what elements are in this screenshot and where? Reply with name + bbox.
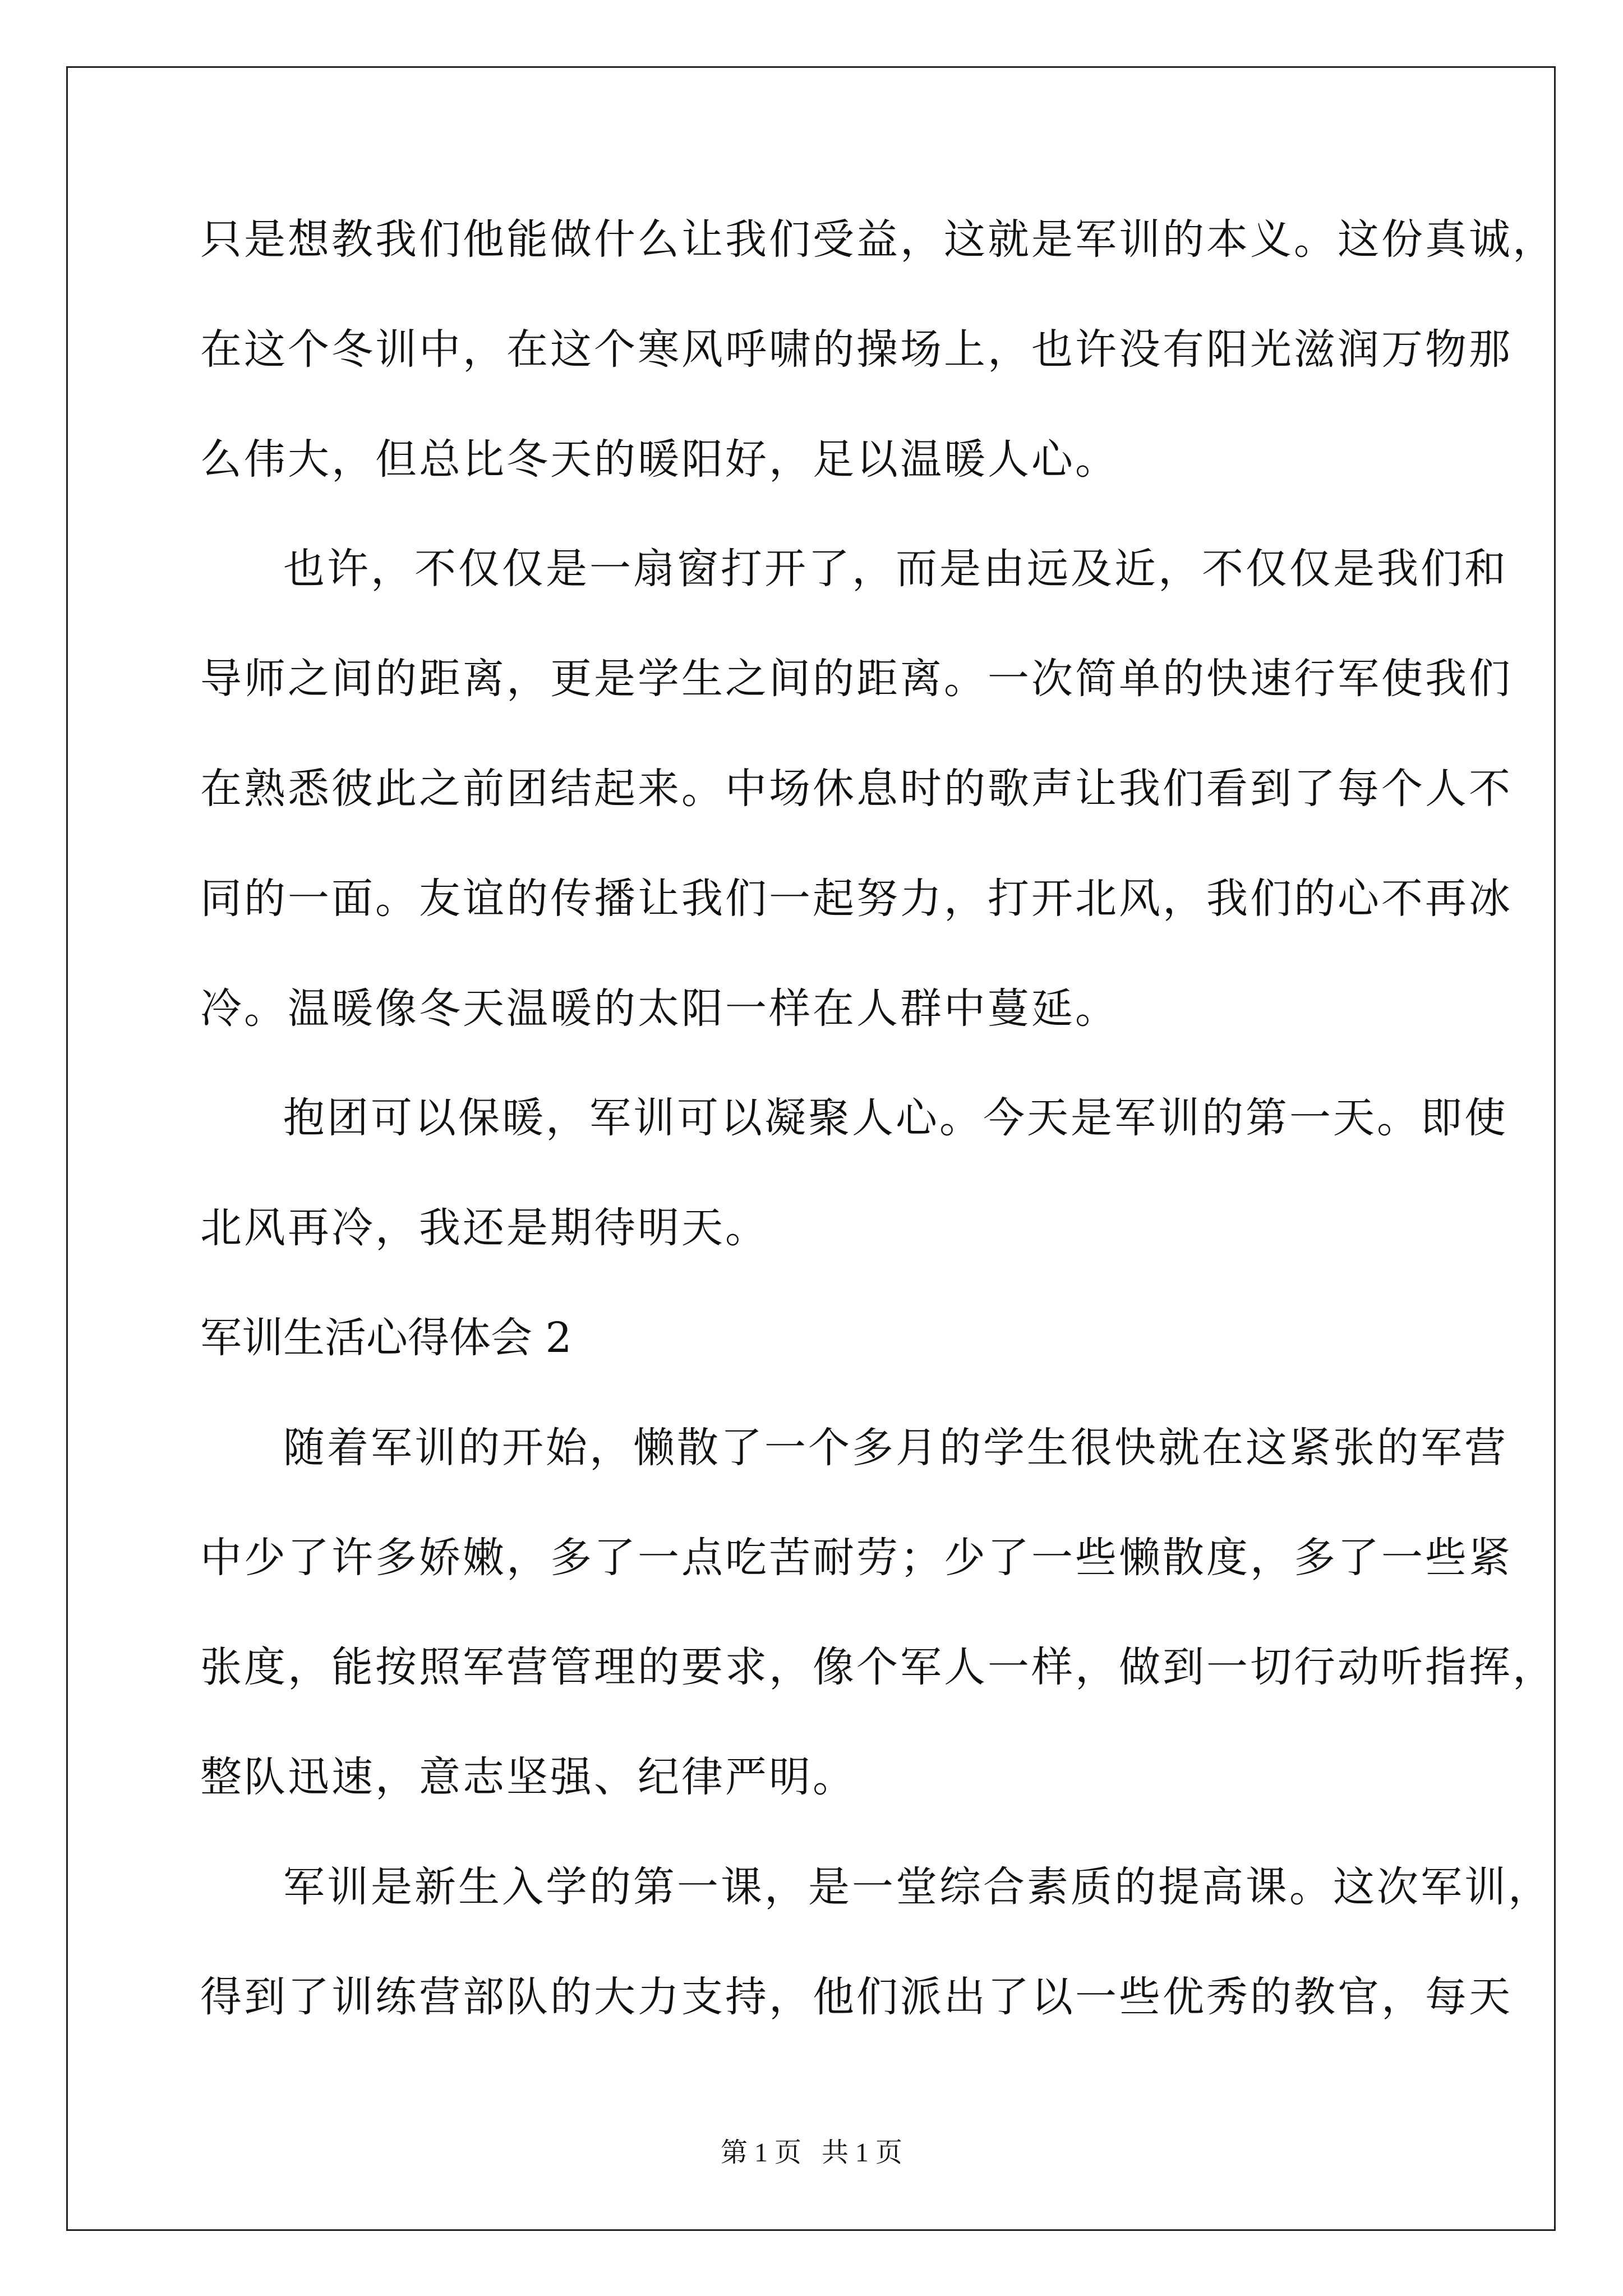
text-line [200,1613,1556,1723]
line-text: 也许，不仅仅是一扇窗打开了，而是由远及近，不仅仅是我们和 [283,545,1508,593]
text-line [200,405,1451,515]
text-line [200,1503,1513,1613]
text-line [200,1174,1451,1283]
text-line [200,1064,1508,1174]
text-line [200,1833,1552,1943]
line-text: 在这个冬训中，在这个寒风呼啸的操场上，也许没有阳光滋润万物那 [200,325,1513,374]
line-text: 导师之间的距离，更是学生之间的距离。一次简单的快速行军使我们 [200,655,1513,703]
line-text: 张度，能按照军营管理的要求，像个军人一样，做到一切行动听指挥， [200,1643,1556,1692]
text-line [200,185,1556,295]
line-text: 北风再冷，我还是期待明天。 [200,1204,769,1253]
line-text: 中少了许多娇嫩，多了一点吃苦耐劳；少了一些懒散度，多了一些紧 [200,1533,1513,1582]
section-heading [200,1283,1451,1393]
line-text: 在熟悉彼此之前团结起来。中场休息时的歌声让我们看到了每个人不 [200,764,1513,813]
line-text: 整队迅速，意志坚强、纪律严明。 [200,1753,856,1802]
line-text: 只是想教我们他能做什么让我们受益，这就是军训的本义。这份真诚， [200,215,1556,264]
text-line [200,844,1513,954]
text-line [200,954,1451,1064]
page-footer: 第 1 页 共 1 页 [720,2138,902,2168]
line-text: 么伟大，但总比冬天的暖阳好，足以温暖人心。 [200,435,1119,484]
text-line [200,514,1508,624]
line-text: 得到了训练营部队的大力支持，他们派出了以一些优秀的教官，每天 [200,1972,1513,2021]
text-line [200,1393,1508,1503]
line-text: 随着军训的开始，懒散了一个多月的学生很快就在这紧张的军营 [283,1423,1508,1472]
text-line [200,624,1513,734]
text-line [200,295,1513,405]
line-text: 军训是新生入学的第一课，是一堂综合素质的提高课。这次军训， [283,1862,1552,1911]
text-line [200,1943,1513,2053]
line-text: 冷。温暖像冬天温暖的太阳一样在人群中蔓延。 [200,984,1119,1033]
text-line [200,734,1513,844]
text-line [200,1723,1451,1833]
heading-text: 军训生活心得体会 2 [200,1313,572,1362]
document-body [200,185,1556,2053]
line-text: 同的一面。友谊的传播让我们一起努力，打开北风，我们的心不再冰 [200,874,1513,923]
line-text: 抱团可以保暖，军训可以凝聚人心。今天是军训的第一天。即使 [283,1094,1508,1143]
